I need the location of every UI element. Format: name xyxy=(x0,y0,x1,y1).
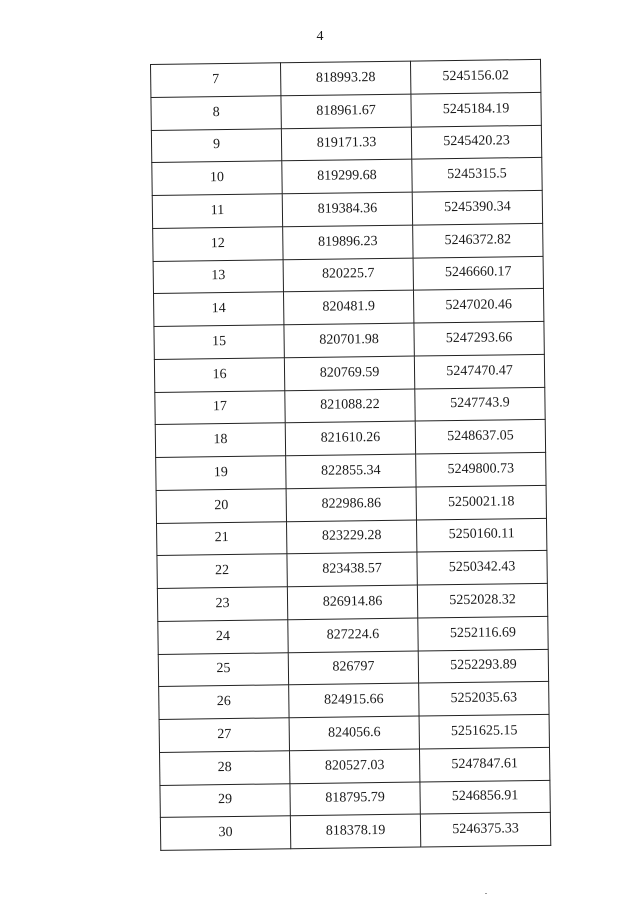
table-row xyxy=(151,125,541,163)
point-number-cell: 11 xyxy=(152,194,282,228)
x-coordinate-cell: 820225.7 xyxy=(283,258,413,292)
y-coordinate-cell: 5247020.46 xyxy=(413,289,543,323)
y-coordinate-cell: 5246375.33 xyxy=(420,813,550,847)
y-coordinate-cell: 5245420.23 xyxy=(411,125,541,159)
table-row xyxy=(154,321,544,359)
table-row xyxy=(155,387,545,425)
y-coordinate-cell: 5245184.19 xyxy=(411,92,541,126)
x-coordinate-cell: 820769.59 xyxy=(284,356,414,390)
x-coordinate-cell: 818378.19 xyxy=(290,814,420,848)
point-number-cell: 7 xyxy=(151,63,281,97)
x-coordinate-cell: 823229.28 xyxy=(286,520,416,554)
y-coordinate-cell: 5252116.69 xyxy=(418,616,548,650)
coordinates-table-container xyxy=(150,59,551,851)
point-number-cell: 10 xyxy=(152,161,282,195)
point-number-cell: 8 xyxy=(151,96,281,130)
point-number-cell: 17 xyxy=(155,390,285,424)
y-coordinate-cell: 5248637.05 xyxy=(415,420,545,454)
x-coordinate-cell: 818993.28 xyxy=(280,61,410,95)
table-row xyxy=(159,682,549,720)
table-row xyxy=(160,813,550,851)
table-row xyxy=(157,583,547,621)
y-coordinate-cell: 5247293.66 xyxy=(414,321,544,355)
y-coordinate-cell: 5252293.89 xyxy=(418,649,548,683)
coordinates-table-body xyxy=(151,59,551,850)
point-number-cell: 9 xyxy=(151,128,281,162)
table-row xyxy=(151,59,541,97)
y-coordinate-cell: 5245156.02 xyxy=(410,59,540,93)
x-coordinate-cell: 821610.26 xyxy=(285,421,415,455)
point-number-cell: 16 xyxy=(154,358,284,392)
x-coordinate-cell: 824056.6 xyxy=(289,716,419,750)
y-coordinate-cell: 5246660.17 xyxy=(413,256,543,290)
point-number-cell: 24 xyxy=(158,619,288,653)
point-number-cell: 30 xyxy=(160,816,290,850)
x-coordinate-cell: 821088.22 xyxy=(285,389,415,423)
table-row xyxy=(154,354,544,392)
x-coordinate-cell: 823438.57 xyxy=(287,552,417,586)
y-coordinate-cell: 5250021.18 xyxy=(416,485,546,519)
x-coordinate-cell: 820701.98 xyxy=(284,323,414,357)
point-number-cell: 27 xyxy=(159,718,289,752)
y-coordinate-cell: 5252028.32 xyxy=(417,583,547,617)
x-coordinate-cell: 819896.23 xyxy=(283,225,413,259)
x-coordinate-cell: 820527.03 xyxy=(289,749,419,783)
y-coordinate-cell: 5252035.63 xyxy=(419,682,549,716)
point-number-cell: 26 xyxy=(159,685,289,719)
y-coordinate-cell: 5247470.47 xyxy=(414,354,544,388)
x-coordinate-cell: 819299.68 xyxy=(282,159,412,193)
table-row xyxy=(156,452,546,490)
y-coordinate-cell: 5249800.73 xyxy=(416,452,546,486)
table-row xyxy=(153,256,543,294)
x-coordinate-cell: 824915.66 xyxy=(289,683,419,717)
table-row xyxy=(159,714,549,752)
table-row xyxy=(158,649,548,687)
table-row xyxy=(160,780,550,818)
y-coordinate-cell: 5247847.61 xyxy=(419,747,549,781)
x-coordinate-cell: 822986.86 xyxy=(286,487,416,521)
x-coordinate-cell: 818795.79 xyxy=(290,782,420,816)
y-coordinate-cell: 5246372.82 xyxy=(413,223,543,257)
table-row xyxy=(154,289,544,327)
x-coordinate-cell: 818961.67 xyxy=(281,94,411,128)
table-row xyxy=(151,92,541,130)
x-coordinate-cell: 826797 xyxy=(288,651,418,685)
table-row xyxy=(158,616,548,654)
point-number-cell: 20 xyxy=(156,489,286,523)
point-number-cell: 23 xyxy=(157,587,287,621)
table-row xyxy=(160,747,550,785)
y-coordinate-cell: 5247743.9 xyxy=(415,387,545,421)
point-number-cell: 15 xyxy=(154,325,284,359)
table-row xyxy=(156,485,546,523)
x-coordinate-cell: 822855.34 xyxy=(286,454,416,488)
x-coordinate-cell: 819171.33 xyxy=(281,127,411,161)
point-number-cell: 13 xyxy=(153,259,283,293)
x-coordinate-cell: 827224.6 xyxy=(288,618,418,652)
y-coordinate-cell: 5250342.43 xyxy=(417,551,547,585)
page-number: 4 xyxy=(316,29,324,44)
coordinates-table xyxy=(150,59,551,851)
point-number-cell: 29 xyxy=(160,783,290,817)
y-coordinate-cell: 5250160.11 xyxy=(416,518,546,552)
point-number-cell: 19 xyxy=(156,456,286,490)
x-coordinate-cell: 819384.36 xyxy=(282,192,412,226)
y-coordinate-cell: 5246856.91 xyxy=(420,780,550,814)
point-number-cell: 12 xyxy=(153,227,283,261)
x-coordinate-cell: 820481.9 xyxy=(283,290,413,324)
point-number-cell: 21 xyxy=(157,521,287,555)
point-number-cell: 22 xyxy=(157,554,287,588)
point-number-cell: 25 xyxy=(158,652,288,686)
table-row xyxy=(152,158,542,196)
point-number-cell: 18 xyxy=(155,423,285,457)
table-row xyxy=(152,190,542,228)
y-coordinate-cell: 5245315.5 xyxy=(412,158,542,192)
table-row xyxy=(153,223,543,261)
scan-speck xyxy=(485,893,487,894)
y-coordinate-cell: 5245390.34 xyxy=(412,190,542,224)
x-coordinate-cell: 826914.86 xyxy=(287,585,417,619)
table-row xyxy=(155,420,545,458)
table-row xyxy=(157,551,547,589)
point-number-cell: 28 xyxy=(160,750,290,784)
point-number-cell: 14 xyxy=(154,292,284,326)
y-coordinate-cell: 5251625.15 xyxy=(419,714,549,748)
table-row xyxy=(157,518,547,556)
